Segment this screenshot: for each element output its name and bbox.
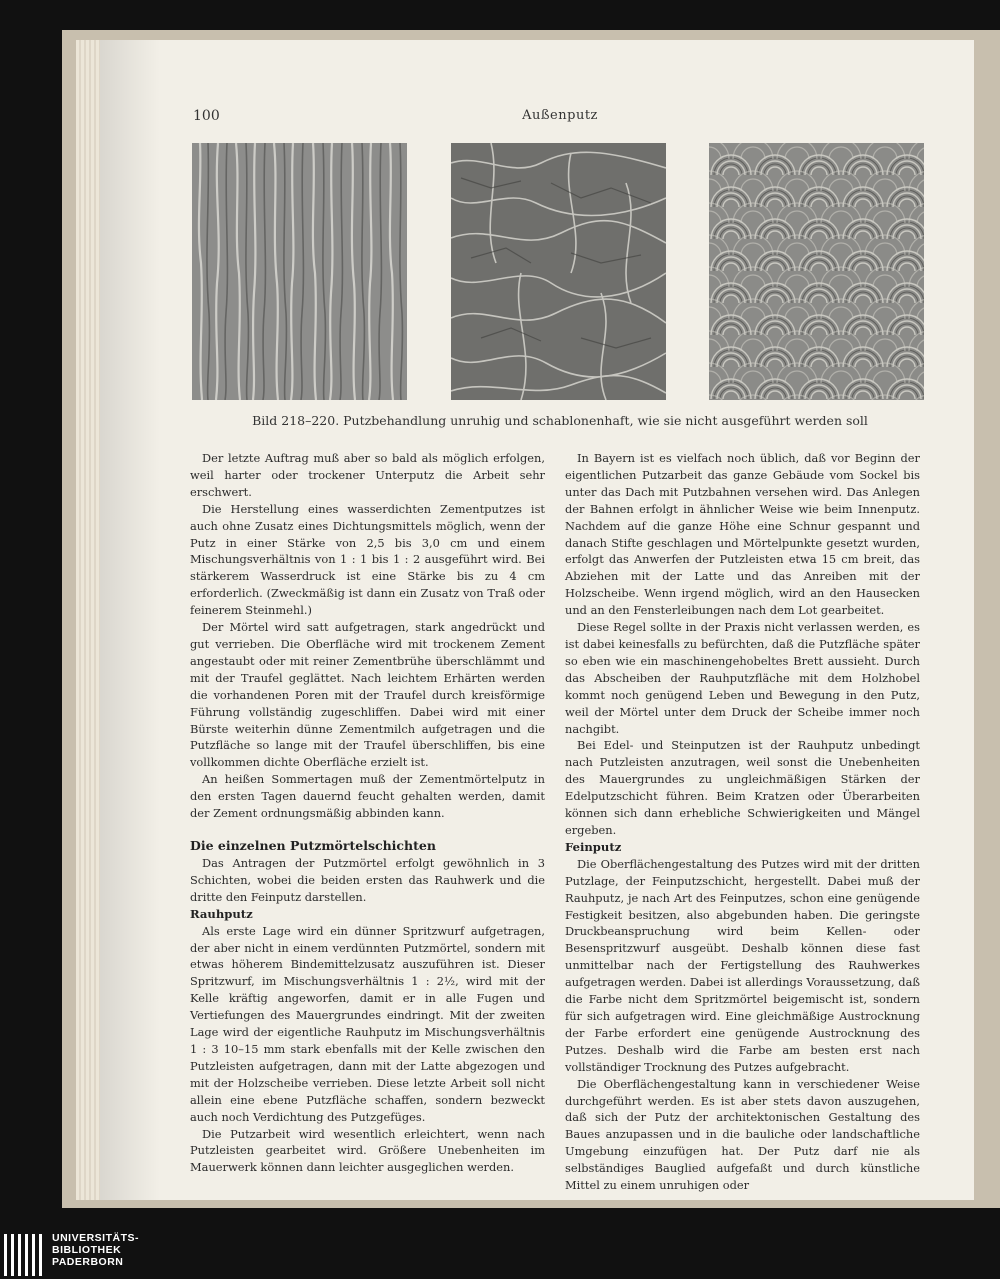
paragraph: Die Herstellung eines wasserdichten Zementputzes ist auch ohne Zusatz eines Dichtungsmittels möglich, wenn der Putz in einer Stärke von 2,5 bis 3,0 cm und einem Mischungsverhältnis von 1 : 1 bis 1 : 2 ausgeführt wird. Bei stärkerem Wasserdruck ist eine Stärke bis zu 4 cm erforderlich. (Zweckmäßig ist dann ein Zusatz von Traß oder feinerem Steinmehl.) bbox=[190, 501, 545, 618]
running-head: Außenputz bbox=[522, 108, 598, 123]
subsection-heading: Feinputz bbox=[565, 839, 622, 854]
paragraph: Diese Regel sollte in der Praxis nicht verlassen werden, es ist dabei keinesfalls zu befürchten, daß die Putzfläche später so eben wie ein maschinengehobeltes Brett aussieht. Durch das Abscheiben der Rauhputzfläche mit dem Holzhobel kommt noch genügend Leben und Bewegung in den Putz, weil der Mörtel unter dem Druck der Scheibe immer noch nachgibt. bbox=[565, 620, 920, 736]
paragraph: Das Antragen der Putzmörtel erfolgt gewöhnlich in 3 Schichten, wobei die beiden ersten das Rauhwerk und die dritte den Feinputz darstellen. bbox=[190, 855, 545, 904]
paragraph: Bei Edel- und Steinputzen ist der Rauhputz unbedingt nach Putzleisten anzutragen, weil sonst die Unebenheiten des Mauergrundes zu ungleichmäßigen Stärken der Edelputzschicht führen. Beim Kratzen oder Überarbeiten können sich dann erhebliche Schwierigkeiten und Mängel ergeben. bbox=[565, 738, 920, 837]
barcode-icon bbox=[4, 1234, 48, 1276]
left-text-column bbox=[190, 450, 545, 1176]
spine-shadow bbox=[100, 40, 160, 1200]
paragraph: Die Oberflächengestaltung des Putzes wird mit der dritten Putzlage, der Feinputzschicht, hergestellt. Dabei muß der Rauhputz, je nach Art des Feinputzes, schon eine genügende Festigkeit besitzen, also abgebunden haben. Die geringste Druckbeanspruchung wird beim Kellen- oder Besenspritzwurf ausgeübt. Deshalb können diese fast unmittelbar nach der Fertigstellung des Rauhwerkes aufgetragen werden. Dabei ist allerdings Voraussetzung, daß die Farbe nicht dem Spritzmörtel beigemischt ist, sondern für sich aufgetragen wird. Eine gleichmäßige Austrocknung der Farbe erfordert eine genügende Austrocknung des Putzes. Deshalb wird die Farbe am besten erst nach vollständiger Trocknung des Putzes aufgebracht. bbox=[565, 856, 920, 1074]
library-name-line: PADERBORN bbox=[52, 1256, 124, 1268]
photo-cracked-texture bbox=[451, 143, 666, 400]
library-name-line: UNIVERSITÄTS- bbox=[52, 1232, 140, 1244]
paragraph: Der letzte Auftrag muß aber so bald als möglich erfolgen, weil harter oder trockener Unterputz die Arbeit sehr erschwert. bbox=[190, 451, 545, 499]
photo-bark-texture bbox=[192, 143, 407, 400]
paragraph: Die Putzarbeit wird wesentlich erleichtert, wenn nach Putzleisten gearbeitet wird. Größere Unebenheiten im Mauerwerk können dann leichter ausgeglichen werden. bbox=[190, 1126, 545, 1175]
paragraph: In Bayern ist es vielfach noch üblich, daß vor Beginn der eigentlichen Putzarbeit das ganze Gebäude vom Sockel bis unter das Dach mit Putzbahnen versehen wird. Das Anlegen der Bahnen erfolgt in ähnlicher Weise wie beim Innenputz. Nachdem auf die ganze Höhe eine Schnur gespannt und danach Stifte geschlagen und Mörtelpunkte gesetzt wurden, erfolgt das Anwerfen der Putzleisten etwa 15 cm breit, das Abziehen mit der Latte und das Anreiben mit der Holzscheibe. Wenn irgend möglich, wird an den Hausecken und an den Fensterleibungen nach dem Lot gearbeitet. bbox=[565, 451, 920, 618]
figure-caption: Bild 218–220. Putzbehandlung unruhig und schablonenhaft, wie sie nicht ausgeführt werden soll bbox=[252, 413, 868, 428]
paragraph: Der Mörtel wird satt aufgetragen, stark angedrückt und gut verrieben. Die Oberfläche wird mit trockenem Zement angestaubt oder mit reiner Zementbrühe überschlämmt und mit der Traufel geglättet. Nach leichtem Erhärten werden die vorhandenen Poren mit der Traufel durch kreisförmige Führung vollständig zugeschliffen. Dabei wird mit einer Bürste weiterhin dünne Zementmilch aufgetragen und die Putzfläche so lange mit der Traufel überschliffen, bis eine vollkommen dichte Oberfläche erzielt ist. bbox=[190, 620, 545, 770]
subsection-heading: Rauhputz bbox=[190, 906, 253, 921]
paragraph: Als erste Lage wird ein dünner Spritzwurf aufgetragen, der aber nicht in einem verdünnten Putzmörtel, sondern mit etwas höherem Bindemittelzusatz auszuführen ist. Dieser Spritzwurf, im Mischungsverhältnis 1 : 2½, wird mit der Kelle kräftig angeworfen, damit er in alle Fugen und Vertiefungen des Mauergrundes eindringt. Mit der zweiten Lage wird der eigentliche Rauhputz im Mischungsverhältnis 1 : 3 10–15 mm stark ebenfalls mit der Kelle zwischen den Putzleisten aufgetragen, dann mit der Latte abgezogen und mit der Holzscheibe verrieben. Diese letzte Arbeit soll nicht allein eine ebene Putzfläche schaffen, sondern bezweckt auch noch Verdichtung des Putzgefüges. bbox=[190, 923, 545, 1124]
paragraph: An heißen Sommertagen muß der Zementmörtelputz in den ersten Tagen dauernd feucht gehalten werden, damit der Zement ordnungsmäßig abbinden kann. bbox=[190, 772, 545, 821]
paragraph: Die Oberflächengestaltung kann in verschiedener Weise durchgeführt werden. Es ist aber stets davon auszugehen, daß sich der Putz der architektonischen Gestaltung des Baues anzupassen und in die bauliche oder landschaftliche Umgebung einzufügen hat. Der Putz darf nie als selbständiges Bauglied aufgefaßt und durch künstliche Mittel zu einem unruhigen oder bbox=[565, 1076, 920, 1193]
page-number: 100 bbox=[193, 108, 220, 124]
section-heading: Die einzelnen Putzmörtelschichten bbox=[190, 837, 436, 853]
library-name bbox=[52, 1232, 139, 1268]
library-name-line: BIBLIOTHEK bbox=[52, 1244, 122, 1256]
right-text-column bbox=[565, 450, 920, 1194]
photo-fan-pattern-texture bbox=[709, 143, 924, 400]
library-logo bbox=[0, 1230, 200, 1279]
